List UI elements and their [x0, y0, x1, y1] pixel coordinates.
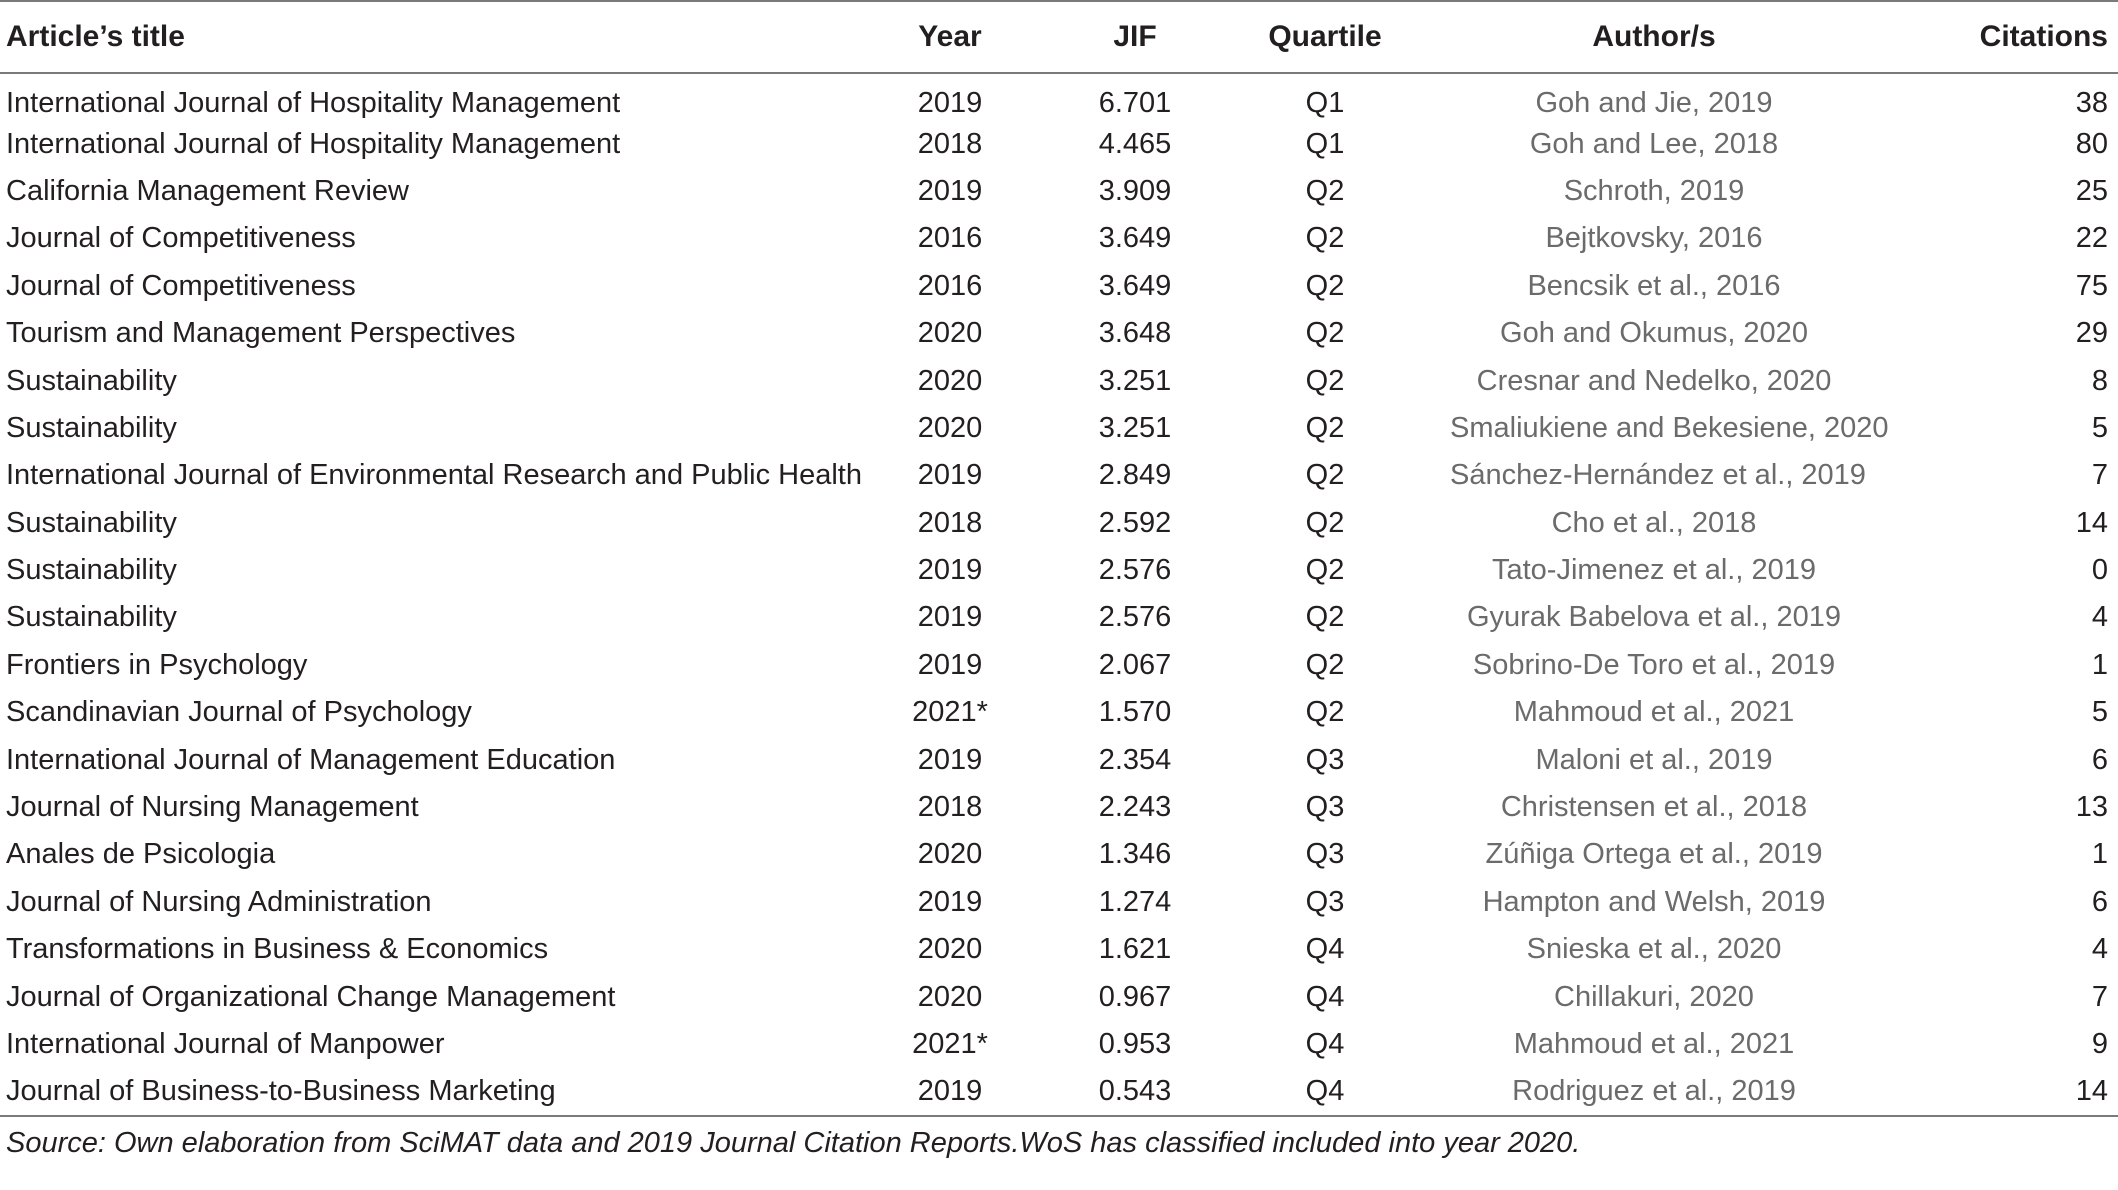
cell-jif: 1.274: [1098, 885, 1172, 918]
cell-jif: 3.909: [1098, 174, 1172, 207]
table-row: [0, 879, 2118, 926]
cell-year: 2019: [917, 554, 983, 587]
cell-title: Tourism and Management Perspectives: [6, 317, 516, 350]
cell-author: Chillakuri, 2020: [1554, 980, 1754, 1013]
cell-citations: 7: [2091, 459, 2108, 492]
cell-jif: 0.543: [1098, 1074, 1172, 1107]
cell-year: 2020: [917, 411, 983, 444]
cell-author: Mahmoud et al., 2021: [1513, 1028, 1795, 1060]
cell-quartile: Q3: [1305, 838, 1345, 871]
cell-quartile: Q3: [1305, 743, 1345, 776]
cell-quartile: Q3: [1305, 885, 1345, 918]
cell-author: Schroth, 2019: [1563, 174, 1745, 207]
cell-jif: 2.067: [1098, 648, 1172, 681]
table-row: [0, 547, 2118, 594]
cell-citations: 75: [2075, 269, 2108, 302]
cell-year: 2020: [917, 317, 983, 350]
cell-year: 2020: [917, 364, 983, 397]
cell-citations: 9: [2091, 1028, 2108, 1060]
table-row: [0, 263, 2118, 310]
cell-author: Tato-Jimenez et al., 2019: [1491, 554, 1816, 587]
cell-author: Smaliukiene and Bekesiene, 2020: [1450, 411, 1889, 444]
cell-title: Scandinavian Journal of Psychology: [6, 696, 472, 729]
cell-jif: 2.354: [1098, 743, 1172, 776]
table-footer: [0, 1116, 2118, 1160]
cell-jif: 2.576: [1098, 554, 1172, 587]
table-row: [0, 1021, 2118, 1068]
table-row: [0, 405, 2118, 452]
cell-year: 2019: [917, 885, 983, 918]
cell-quartile: Q2: [1305, 411, 1345, 444]
cell-jif: 1.621: [1098, 933, 1172, 966]
cell-year: 2019: [917, 648, 983, 681]
table-row: [0, 784, 2118, 831]
cell-title: California Management Review: [6, 174, 409, 207]
cell-author: Snieska et al., 2020: [1526, 933, 1782, 966]
header-author: Author/s: [1450, 1, 1858, 73]
cell-author: Goh and Jie, 2019: [1535, 86, 1773, 119]
cell-title: International Journal of Environmental Research and Public Health: [6, 459, 862, 492]
cell-year: 2020: [917, 838, 983, 871]
cell-citations: 1: [2091, 648, 2108, 681]
table-row: [0, 926, 2118, 973]
cell-quartile: Q4: [1305, 1074, 1345, 1107]
cell-year: 2019: [917, 459, 983, 492]
table-row: [0, 689, 2118, 736]
cell-citations: 14: [2075, 1074, 2108, 1107]
cell-year: 2019: [917, 86, 983, 119]
cell-quartile: Q1: [1305, 86, 1345, 119]
cell-quartile: Q2: [1305, 506, 1345, 539]
cell-jif: 2.243: [1098, 791, 1172, 824]
cell-year: 2016: [917, 222, 983, 255]
cell-author: Sobrino-De Toro et al., 2019: [1472, 648, 1836, 681]
cell-quartile: Q2: [1305, 222, 1345, 255]
table-row: [0, 1068, 2118, 1115]
footnote: Source: Own elaboration from SciMAT data and 2019 Journal Citation Reports.WoS has classified included into year 2020.: [0, 1116, 2118, 1160]
cell-jif: 2.592: [1098, 506, 1172, 539]
table-body: [0, 73, 2118, 1116]
table-row: [0, 831, 2118, 878]
table-row: [0, 642, 2118, 689]
cell-citations: 25: [2075, 174, 2108, 207]
cell-year: 2018: [917, 127, 983, 160]
cell-author: Sánchez-Hernández et al., 2019: [1450, 459, 1866, 492]
cell-year: 2020: [917, 980, 983, 1013]
table-row: [0, 973, 2118, 1020]
table-row: [0, 736, 2118, 783]
cell-quartile: Q4: [1305, 980, 1345, 1013]
cell-citations: 7: [2091, 980, 2108, 1013]
cell-quartile: Q3: [1305, 791, 1345, 824]
cell-jif: 4.465: [1098, 127, 1172, 160]
cell-author: Goh and Lee, 2018: [1529, 127, 1779, 160]
cell-quartile: Q4: [1305, 933, 1345, 966]
cell-title: Sustainability: [6, 554, 177, 587]
cell-author: Cresnar and Nedelko, 2020: [1476, 364, 1832, 397]
cell-title: International Journal of Hospitality Management: [6, 86, 621, 119]
cell-title: Transformations in Business & Economics: [6, 933, 549, 966]
cell-title: Sustainability: [6, 506, 177, 539]
table-row: [0, 500, 2118, 547]
cell-title: Frontiers in Psychology: [6, 648, 308, 681]
cell-citations: 8: [2091, 364, 2108, 397]
cell-citations: 29: [2075, 317, 2108, 350]
cell-quartile: Q1: [1305, 127, 1345, 160]
table-row: [0, 310, 2118, 357]
cell-citations: 38: [2075, 86, 2108, 119]
table-row: [0, 357, 2118, 404]
cell-citations: 1: [2091, 838, 2108, 871]
table-row: [0, 594, 2118, 641]
cell-author: Goh and Okumus, 2020: [1500, 317, 1808, 350]
cell-title: International Journal of Management Education: [6, 743, 616, 776]
cell-quartile: Q2: [1305, 648, 1345, 681]
cell-author: Cho et al., 2018: [1551, 506, 1757, 539]
cell-citations: 4: [2091, 601, 2108, 634]
header-year: Year: [830, 1, 1070, 73]
cell-citations: 5: [2091, 696, 2108, 729]
cell-quartile: Q2: [1305, 601, 1345, 634]
cell-title: Journal of Competitiveness: [6, 269, 356, 302]
table-row: [0, 168, 2118, 215]
cell-author: Christensen et al., 2018: [1500, 791, 1808, 824]
header-quartile: Quartile: [1200, 1, 1450, 73]
cell-citations: 80: [2075, 127, 2108, 160]
cell-jif: 3.251: [1098, 364, 1172, 397]
cell-author: Hampton and Welsh, 2019: [1482, 885, 1826, 918]
cell-quartile: Q4: [1305, 1028, 1345, 1060]
cell-citations: 13: [2075, 791, 2108, 824]
cell-jif: 1.346: [1098, 838, 1172, 871]
cell-jif: 0.953: [1098, 1028, 1172, 1060]
cell-quartile: Q2: [1305, 317, 1345, 350]
cell-quartile: Q2: [1305, 269, 1345, 302]
cell-quartile: Q2: [1305, 696, 1345, 729]
cell-title: Anales de Psicologia: [6, 838, 276, 871]
cell-citations: 4: [2091, 933, 2108, 966]
table-row: [0, 120, 2118, 167]
cell-jif: 0.967: [1098, 980, 1172, 1013]
cell-year: 2020: [917, 933, 983, 966]
header-row: [0, 1, 2118, 73]
cell-title: Sustainability: [6, 411, 177, 444]
cell-author: Rodriguez et al., 2019: [1512, 1074, 1796, 1107]
cell-year: 2018: [917, 791, 983, 824]
cell-title: Journal of Competitiveness: [6, 222, 356, 255]
cell-author: Maloni et al., 2019: [1535, 743, 1773, 776]
cell-year: 2019: [917, 174, 983, 207]
cell-quartile: Q2: [1305, 459, 1345, 492]
cell-citations: 0: [2091, 554, 2108, 587]
cell-quartile: Q2: [1305, 364, 1345, 397]
cell-jif: 3.251: [1098, 411, 1172, 444]
cell-jif: 1.570: [1098, 696, 1172, 729]
cell-year: 2016: [917, 269, 983, 302]
cell-author: Gyurak Babelova et al., 2019: [1466, 601, 1841, 634]
cell-title: Journal of Nursing Administration: [6, 885, 432, 918]
cell-jif: 2.849: [1098, 459, 1172, 492]
cell-title: Sustainability: [6, 364, 177, 397]
cell-citations: 6: [2091, 743, 2108, 776]
cell-title: International Journal of Hospitality Management: [6, 127, 621, 160]
cell-jif: 2.576: [1098, 601, 1172, 634]
cell-jif: 3.649: [1098, 222, 1172, 255]
header-citations: Citations: [1858, 1, 2118, 73]
cell-title: Sustainability: [6, 601, 177, 634]
cell-author: Mahmoud et al., 2021: [1513, 696, 1795, 729]
cell-year: 2021*: [912, 696, 988, 729]
cell-citations: 6: [2091, 885, 2108, 918]
cell-citations: 14: [2075, 506, 2108, 539]
cell-title: Journal of Organizational Change Management: [6, 980, 616, 1013]
cell-year: 2019: [917, 601, 983, 634]
table-row: [0, 452, 2118, 499]
table-header: [0, 1, 2118, 73]
cell-year: 2021*: [912, 1028, 988, 1060]
table-row: [0, 73, 2118, 120]
cell-jif: 6.701: [1098, 86, 1172, 119]
cell-author: Bejtkovsky, 2016: [1545, 222, 1763, 255]
cell-citations: 5: [2091, 411, 2108, 444]
cell-jif: 3.648: [1098, 317, 1172, 350]
cell-author: Bencsik et al., 2016: [1527, 269, 1781, 302]
cell-year: 2019: [917, 743, 983, 776]
cell-year: 2018: [917, 506, 983, 539]
table-row: [0, 215, 2118, 262]
cell-jif: 3.649: [1098, 269, 1172, 302]
header-title: Article’s title: [0, 1, 830, 73]
footnote-row: [0, 1116, 2118, 1160]
cell-title: Journal of Business-to-Business Marketing: [6, 1074, 556, 1107]
cell-title: International Journal of Manpower: [6, 1028, 445, 1060]
header-jif: JIF: [1070, 1, 1200, 73]
cell-quartile: Q2: [1305, 174, 1345, 207]
cell-author: Zúñiga Ortega et al., 2019: [1485, 838, 1823, 871]
cell-title: Journal of Nursing Management: [6, 791, 419, 824]
cell-citations: 22: [2075, 222, 2108, 255]
cell-quartile: Q2: [1305, 554, 1345, 587]
cell-year: 2019: [917, 1074, 983, 1107]
